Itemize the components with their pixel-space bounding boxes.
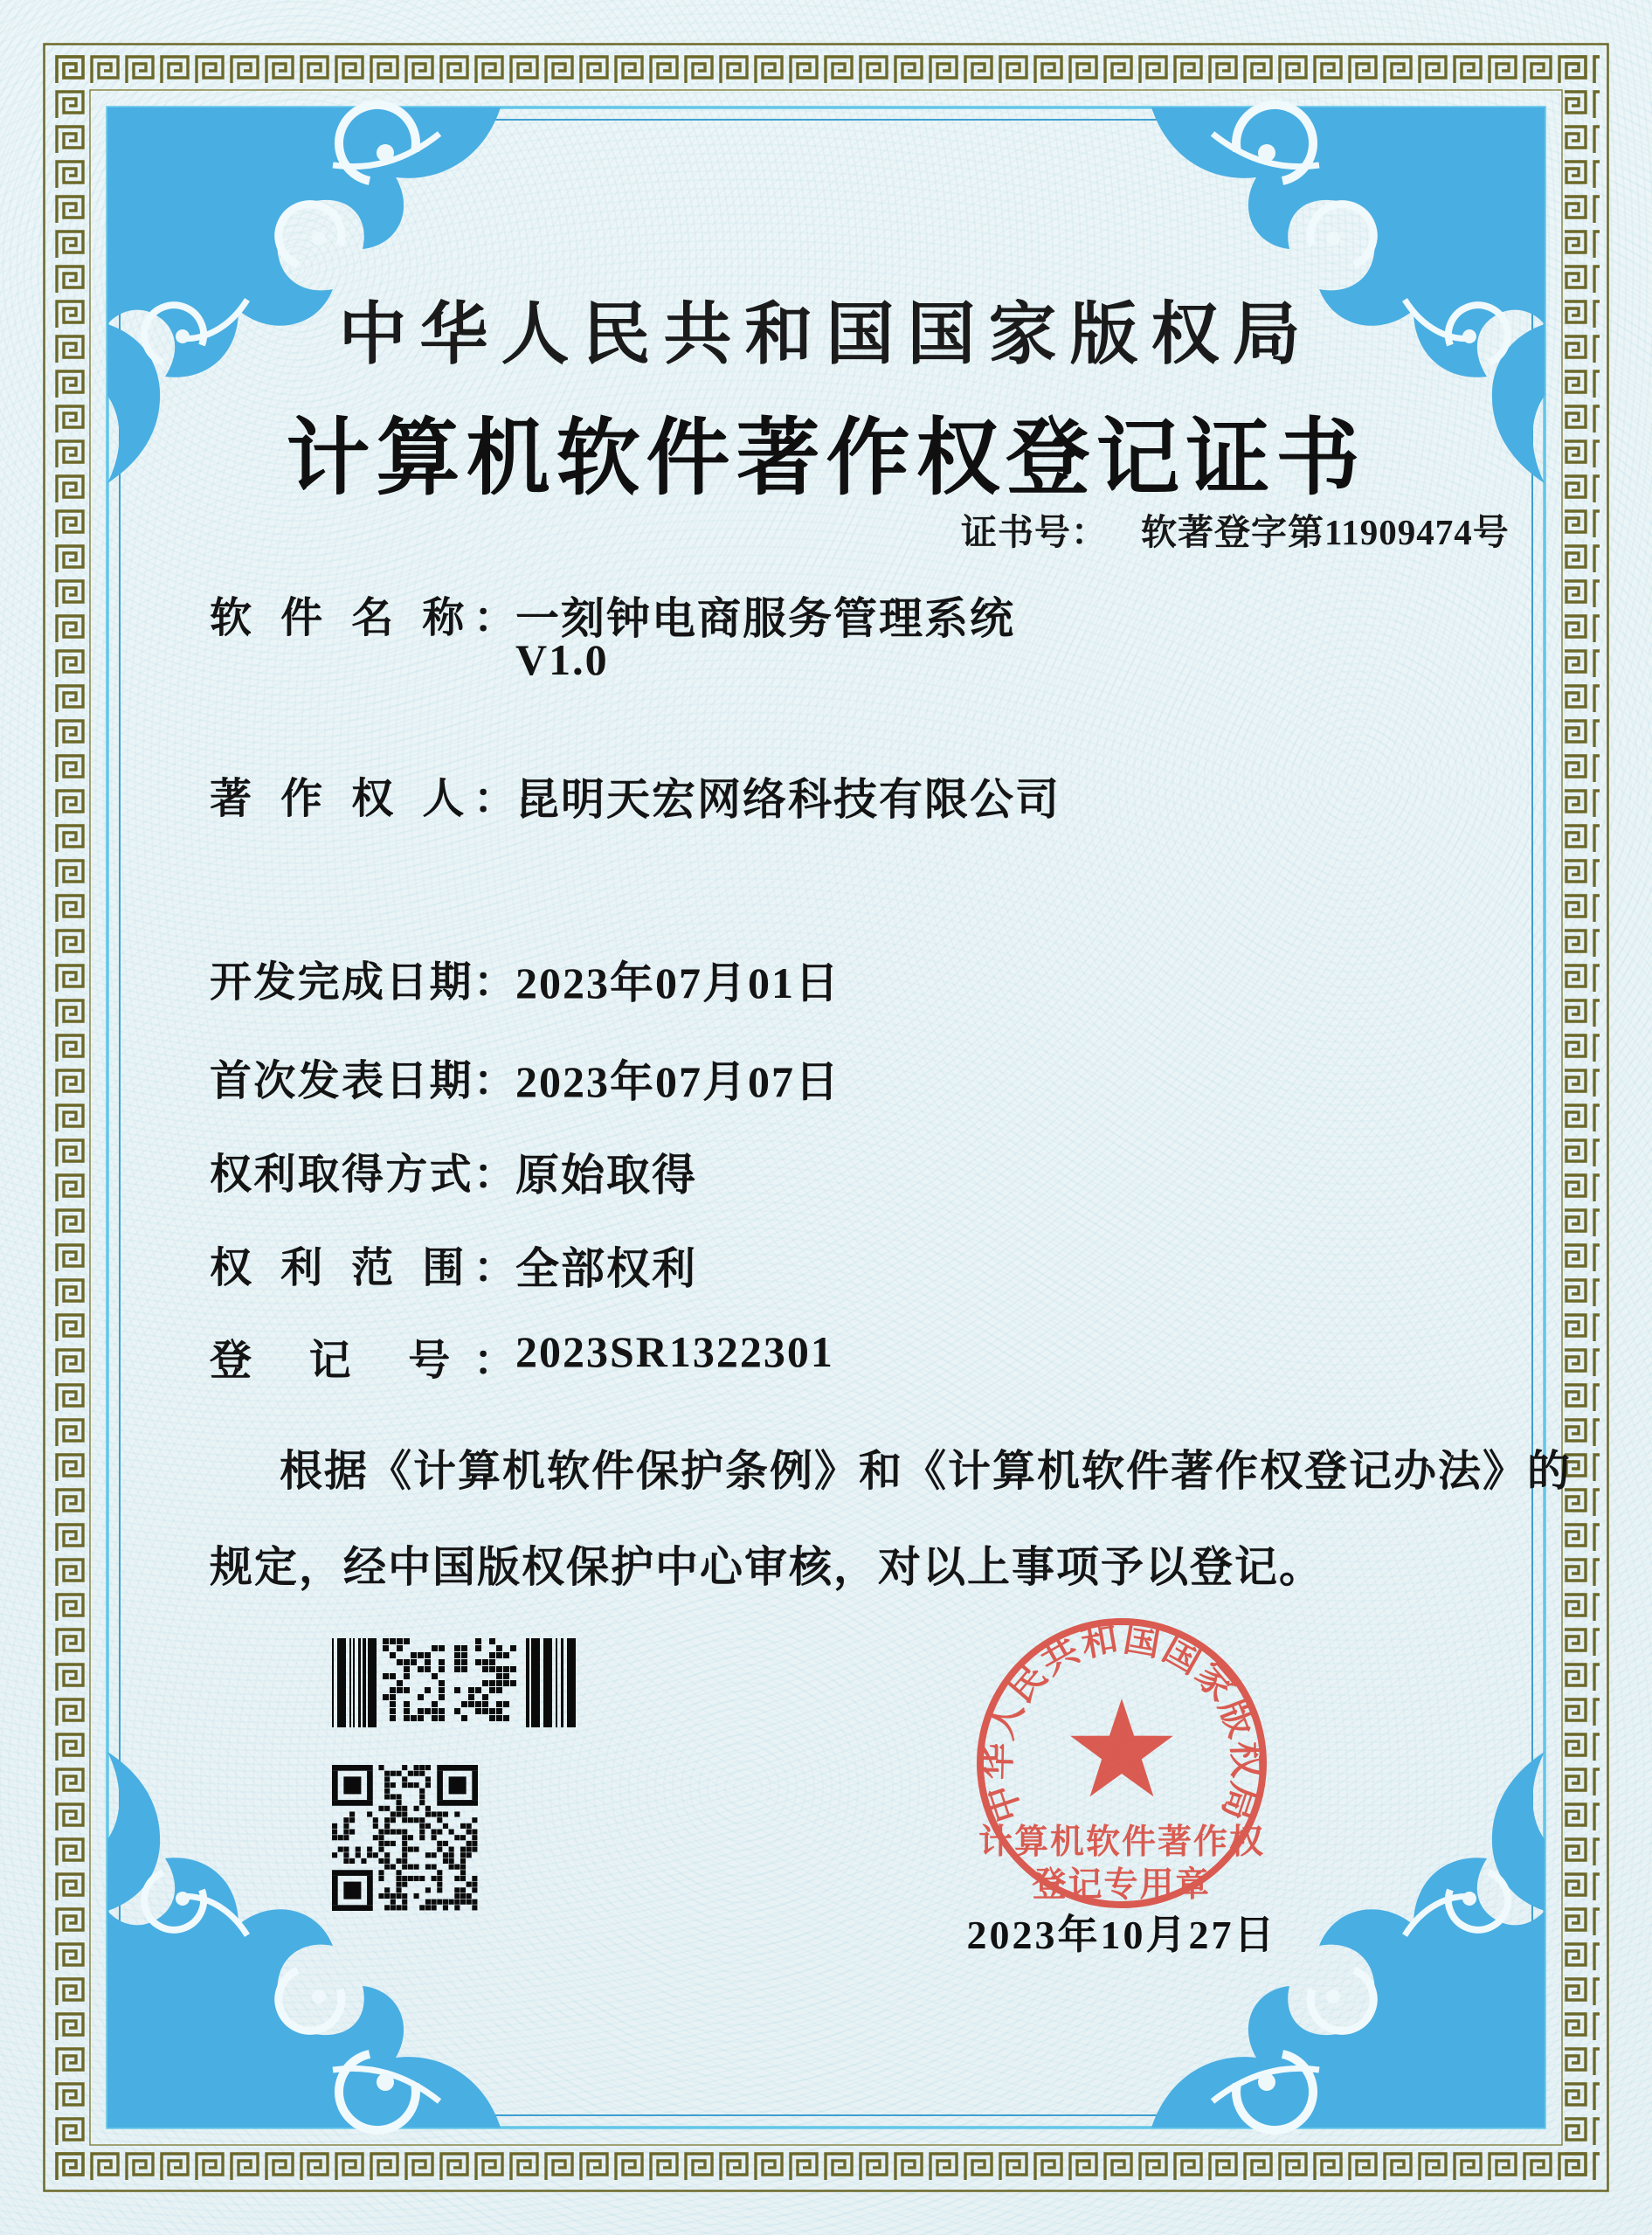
seal-text-line1: 计算机软件著作权	[978, 1823, 1266, 1861]
seal-text-line2: 登记专用章	[1032, 1866, 1212, 1904]
field-value-copyright-owner: 昆明天宏网络科技有限公司	[515, 775, 1061, 824]
certificate-number	[961, 503, 1510, 555]
authority-title: 中华人民共和国国家版权局	[338, 296, 1314, 372]
official-seal	[956, 1597, 1288, 1929]
field-value-registration-number: 2023SR1322301	[515, 1327, 834, 1376]
field-label-rights-acquisition: 权利取得方式：	[210, 1152, 515, 1198]
certificate-number-label: 证书号：	[961, 512, 1108, 552]
certificate-title: 计算机软件著作权登记证书	[286, 412, 1366, 505]
field-value-rights-acquisition: 原始取得	[515, 1151, 697, 1200]
seal-ring-text: 中华人民共和国国家版权局	[978, 1618, 1266, 1827]
statement-line-2: 规定，经中国版权保护中心审核，对以上事项予以登记。	[210, 1543, 1324, 1591]
star-icon	[1070, 1699, 1173, 1796]
field-value-dev-complete-date: 2023年07月01日	[515, 958, 840, 1007]
field-value-first-publish-date: 2023年07月07日	[515, 1057, 840, 1106]
field-label-first-publish-date: 首次发表日期：	[210, 1058, 515, 1104]
statement-line-1: 根据《计算机软件保护条例》和《计算机软件著作权登记办法》的	[280, 1447, 1573, 1495]
field-label-registration-number: 登 记 号：	[210, 1338, 515, 1384]
field-label-copyright-owner: 著 作 权 人：	[210, 776, 515, 822]
certificate-number-value: 软著登字第11909474号	[1141, 512, 1510, 552]
field-value-software-name: 一刻钟电商服务管理系统	[515, 594, 1015, 643]
field-label-rights-scope: 权 利 范 围：	[210, 1245, 515, 1291]
seal-date: 2023年10月27日	[966, 1913, 1277, 1957]
qr-code	[332, 1765, 478, 1911]
barcode	[332, 1638, 579, 1727]
field-value-rights-scope: 全部权利	[515, 1244, 697, 1293]
field-label-dev-complete-date: 开发完成日期：	[210, 959, 515, 1006]
field-label-software-name: 软 件 名 称：	[210, 595, 515, 641]
field-value-software-version: V1.0	[515, 635, 609, 684]
